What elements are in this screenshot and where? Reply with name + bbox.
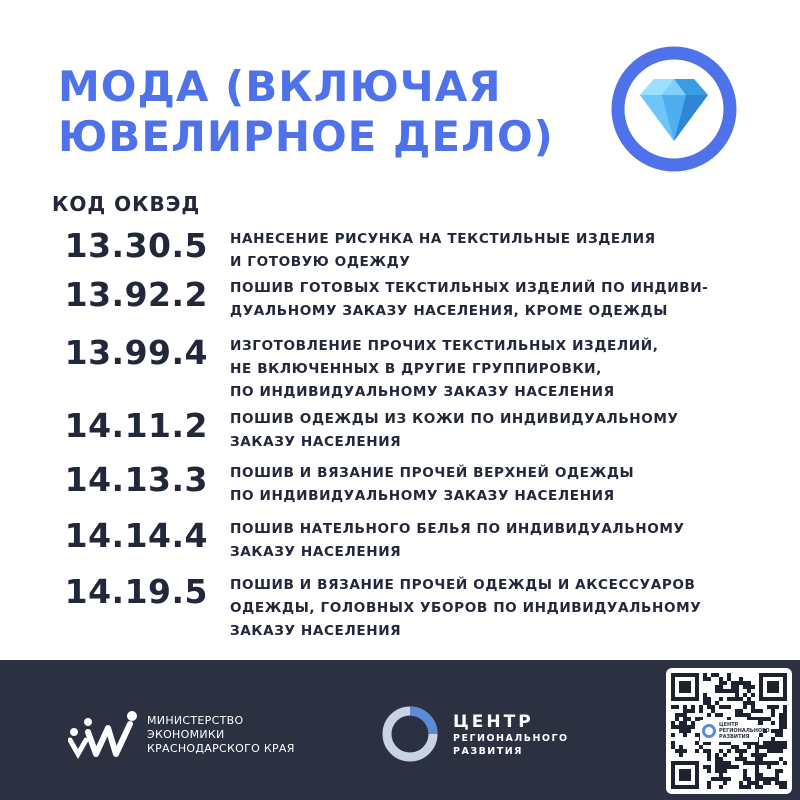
desc-line: ПОШИВ ОДЕЖДЫ ИЗ КОЖИ ПО ИНДИВИДУАЛЬНОМУ xyxy=(230,411,679,427)
desc-line: ЗАКАЗУ НАСЕЛЕНИЯ xyxy=(230,434,402,450)
center-subtitle-1: РЕГИОНАЛЬНОГО xyxy=(453,733,569,744)
okved-code: 13.92.2 xyxy=(64,275,208,314)
desc-line: ПОШИВ ГОТОВЫХ ТЕКСТИЛЬНЫХ ИЗДЕЛИЙ ПО ИНДИВИ- xyxy=(230,280,709,296)
title-line-1: МОДА (ВКЛЮЧАЯ xyxy=(58,62,502,111)
okved-code: 13.99.4 xyxy=(64,333,208,372)
desc-line: ИЗГОТОВЛЕНИЕ ПРОЧИХ ТЕКСТИЛЬНЫХ ИЗДЕЛИЙ, xyxy=(230,338,659,354)
ring-logo-icon xyxy=(380,704,440,764)
ministry-line: МИНИСТЕРСТВО xyxy=(147,714,244,727)
ministry-logo-icon xyxy=(68,710,140,760)
ring-logo-icon xyxy=(702,724,716,738)
title-line-2: ЮВЕЛИРНОЕ ДЕЛО) xyxy=(58,112,554,161)
qr-center-text xyxy=(719,722,770,740)
ministry-name xyxy=(147,714,295,756)
okved-description xyxy=(230,277,770,323)
okved-description xyxy=(230,518,770,564)
desc-line: ДУАЛЬНОМУ ЗАКАЗУ НАСЕЛЕНИЯ, КРОМЕ ОДЕЖДЫ xyxy=(230,303,668,319)
qr-center-logo xyxy=(700,720,770,742)
page-title xyxy=(58,62,598,162)
okved-description xyxy=(230,574,770,643)
okved-code: 13.30.5 xyxy=(64,226,208,265)
center-title: ЦЕНТР xyxy=(453,712,534,732)
okved-description xyxy=(230,228,770,274)
center-subtitle-2: РАЗВИТИЯ xyxy=(453,746,524,757)
desc-line: НЕ ВКЛЮЧЕННЫХ В ДРУГИЕ ГРУППИРОВКИ, xyxy=(230,361,602,377)
desc-line: ЗАКАЗУ НАСЕЛЕНИЯ xyxy=(230,544,402,560)
desc-line: ПО ИНДИВИДУАЛЬНОМУ ЗАКАЗУ НАСЕЛЕНИЯ xyxy=(230,384,615,400)
qr-center-line: РЕГИОНАЛЬНОГО xyxy=(719,728,770,734)
qr-center-line: ЦЕНТР xyxy=(719,722,739,728)
qr-code-icon[interactable] xyxy=(666,668,792,794)
desc-line: И ГОТОВУЮ ОДЕЖДУ xyxy=(230,254,411,270)
okved-code: 14.13.3 xyxy=(64,460,208,499)
desc-line: ЗАКАЗУ НАСЕЛЕНИЯ xyxy=(230,623,402,639)
diamond-icon xyxy=(610,45,738,173)
okved-description xyxy=(230,462,770,508)
desc-line: НАНЕСЕНИЕ РИСУНКА НА ТЕКСТИЛЬНЫЕ ИЗДЕЛИЯ xyxy=(230,231,656,247)
qr-center-line: РАЗВИТИЯ xyxy=(719,734,750,740)
okved-code: 14.11.2 xyxy=(64,406,208,445)
footer xyxy=(0,660,800,800)
ministry-line: КРАСНОДАРСКОГО КРАЯ xyxy=(147,742,295,755)
okved-description xyxy=(230,408,770,454)
desc-line: ПО ИНДИВИДУАЛЬНОМУ ЗАКАЗУ НАСЕЛЕНИЯ xyxy=(230,488,615,504)
desc-line: ПОШИВ И ВЯЗАНИЕ ПРОЧЕЙ ОДЕЖДЫ И АКСЕССУАРОВ xyxy=(230,577,696,593)
desc-line: ПОШИВ И ВЯЗАНИЕ ПРОЧЕЙ ВЕРХНЕЙ ОДЕЖДЫ xyxy=(230,465,635,481)
center-name xyxy=(453,712,569,758)
ministry-line: ЭКОНОМИКИ xyxy=(147,728,225,741)
okved-description xyxy=(230,335,770,404)
okved-code: 14.19.5 xyxy=(64,572,208,611)
okved-code: 14.14.4 xyxy=(64,516,208,555)
desc-line: ОДЕЖДЫ, ГОЛОВНЫХ УБОРОВ ПО ИНДИВИДУАЛЬНОМУ xyxy=(230,600,702,616)
desc-line: ПОШИВ НАТЕЛЬНОГО БЕЛЬЯ ПО ИНДИВИДУАЛЬНОМУ xyxy=(230,521,685,537)
okved-heading: КОД ОКВЭД xyxy=(52,192,201,216)
